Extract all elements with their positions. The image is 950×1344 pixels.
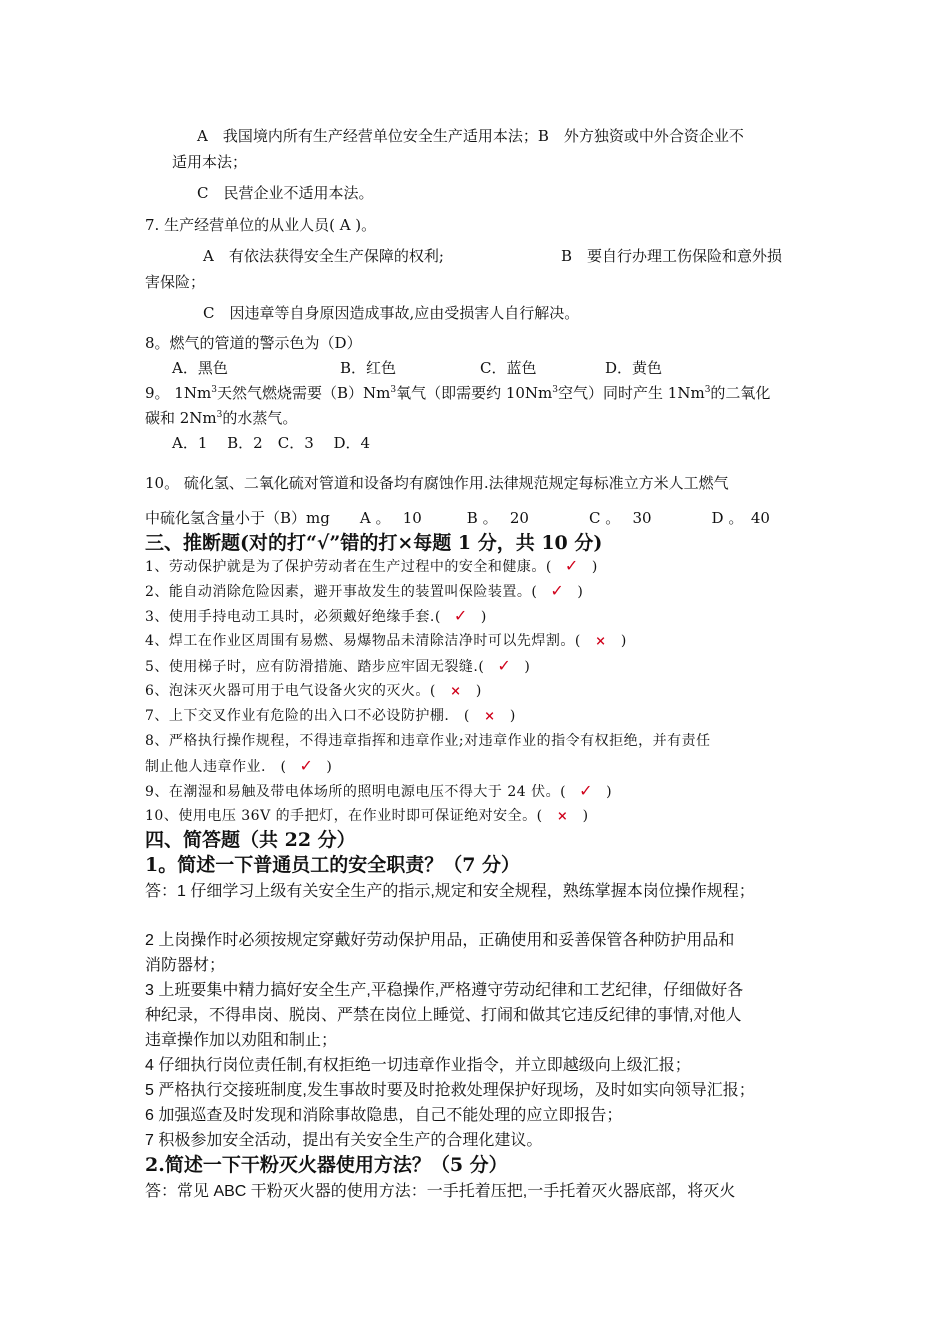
check-mark-icon: ✓: [564, 556, 579, 575]
judge-item-1: 1、劳动保护就是为了保护劳动者在生产过程中的安全和健康。( ✓ ): [145, 556, 598, 575]
judge-item-6: 6、泡沫灭火器可用于电气设备火灾的灭火。( × ): [145, 680, 482, 703]
q6-option-a: A 我国境内所有生产经营单位安全生产适用本法；B 外方独资或中外合资企业不: [197, 127, 744, 145]
q9-options: A．1 B．2 C．3 D．4: [172, 434, 371, 452]
q7-option-c: C 因违章等自身原因造成事故,应由受损害人自行解决。: [203, 304, 580, 322]
answer-1-line: 种纪录，不得串岗、脱岗、严禁在岗位上睡觉、打闹和做其它违反纪律的事情,对他人: [145, 1007, 742, 1024]
q6-option-a-cont: 适用本法；: [172, 153, 248, 171]
answer-1-line: 6 加强巡查及时发现和消除事故隐患，自己不能处理的应立即报告；: [145, 1107, 623, 1124]
q9-stem: 9。 1Nm$^3$天然气燃烧需要（B）Nm$^3$氧气（即需要约 10Nm$^3$空气）同时产生 1Nm$^3$的二氧化: [145, 384, 771, 402]
answer-1-line: 违章操作加以劝阻和制止；: [145, 1032, 338, 1049]
q8-option-a: A．黑色: [172, 359, 228, 377]
cross-mark-icon: ×: [556, 809, 569, 824]
check-mark-icon: ✓: [550, 581, 565, 600]
q10-stem-cont: 中硫化氢含量小于（B）mg A 。 10 B 。 20 C 。 30 D 。 40: [145, 509, 770, 527]
judge-item-7: 7、上下交叉作业有危险的出入口不必设防护棚. ( × ): [145, 705, 516, 728]
judge-item-5: 5、使用梯子时，应有防滑措施、踏步应牢固无裂缝.( ✓ ): [145, 656, 531, 675]
answer-1-line: 4 仔细执行岗位责任制,有权拒绝一切违章作业指令，并立即越级向上级汇报；: [145, 1057, 691, 1074]
question-2-title: 2.简述一下干粉灭火器使用方法？（5 分）: [145, 1154, 508, 1176]
cross-mark-icon: ×: [484, 709, 496, 724]
q6-option-c: C 民营企业不适用本法。: [197, 184, 374, 202]
q8-option-b: B．红色: [340, 359, 397, 377]
q7-option-a: A 有依法获得安全生产保障的权利;: [203, 247, 444, 265]
q8-option-c: C．蓝色: [480, 359, 537, 377]
check-mark-icon: ✓: [579, 781, 594, 800]
answer-2-line: 答：常见 ABC 干粉灭火器的使用方法：一手托着压把,一手托着灭火器底部，将灭火: [145, 1183, 736, 1200]
section-4-title: 四、简答题（共 22 分）: [145, 829, 356, 851]
section-3-title: 三、推断题(对的打“√”错的打×每题 1 分，共 10 分): [145, 532, 603, 554]
q9-stem-cont: 碳和 2Nm$^3$的水蒸气。: [145, 409, 298, 427]
judge-item-9: 9、在潮湿和易触及带电体场所的照明电源电压不得大于 24 伏。( ✓ ): [145, 781, 613, 800]
judge-item-2: 2、能自动消除危险因素，避开事故发生的装置叫保险装置。( ✓ ): [145, 581, 584, 600]
q10-stem: 10。 硫化氢、二氧化硫对管道和设备均有腐蚀作用.法律规范规定每标准立方米人工燃气: [145, 474, 729, 492]
answer-1-line: 答：1 仔细学习上级有关安全生产的指示,规定和安全规程，熟练掌握本岗位操作规程；: [145, 883, 755, 900]
judge-item-8: 8、严格执行操作规程，不得违章指挥和违章作业;对违章作业的指令有权拒绝，并有责任: [145, 733, 711, 749]
cross-mark-icon: ×: [595, 634, 607, 649]
q8-stem: 8。燃气的管道的警示色为（D）: [145, 334, 362, 352]
answer-1-line: 消防器材；: [145, 957, 226, 974]
answer-1-line: 3 上班要集中精力搞好安全生产,平稳操作,严格遵守劳动纪律和工艺纪律，仔细做好各: [145, 982, 744, 999]
check-mark-icon: ✓: [299, 756, 314, 775]
judge-item-3: 3、使用手持电动工具时，必须戴好绝缘手套.( ✓ ): [145, 606, 487, 625]
q7-stem: 7. 生产经营单位的从业人员( A )。: [145, 216, 377, 234]
question-1-title: 1。简述一下普通员工的安全职责？（7 分）: [145, 854, 521, 876]
answer-1-line: 7 积极参加安全活动，提出有关安全生产的合理化建议。: [145, 1132, 543, 1149]
check-mark-icon: ✓: [497, 656, 512, 675]
q7-option-b-cont: 害保险；: [145, 273, 206, 291]
cross-mark-icon: ×: [450, 684, 462, 699]
judge-item-10: 10、使用电压 36V 的手把灯，在作业时即可保证绝对安全。( × ): [145, 805, 589, 828]
check-mark-icon: ✓: [453, 606, 468, 625]
answer-1-line: 2 上岗操作时必须按规定穿戴好劳动保护用品，正确使用和妥善保管各种防护用品和: [145, 932, 735, 949]
q7-option-b: B 要自行办理工伤保险和意外损: [561, 247, 783, 265]
judge-item-8-cont: 制止他人违章作业. ( ✓ ): [145, 756, 333, 775]
judge-item-4: 4、焊工在作业区周围有易燃、易爆物品未清除洁净时可以先焊割。( × ): [145, 630, 627, 653]
q8-option-d: D．黄色: [605, 359, 663, 377]
answer-1-line: 5 严格执行交接班制度,发生事故时要及时抢救处理保护好现场，及时如实向领导汇报；: [145, 1082, 755, 1099]
